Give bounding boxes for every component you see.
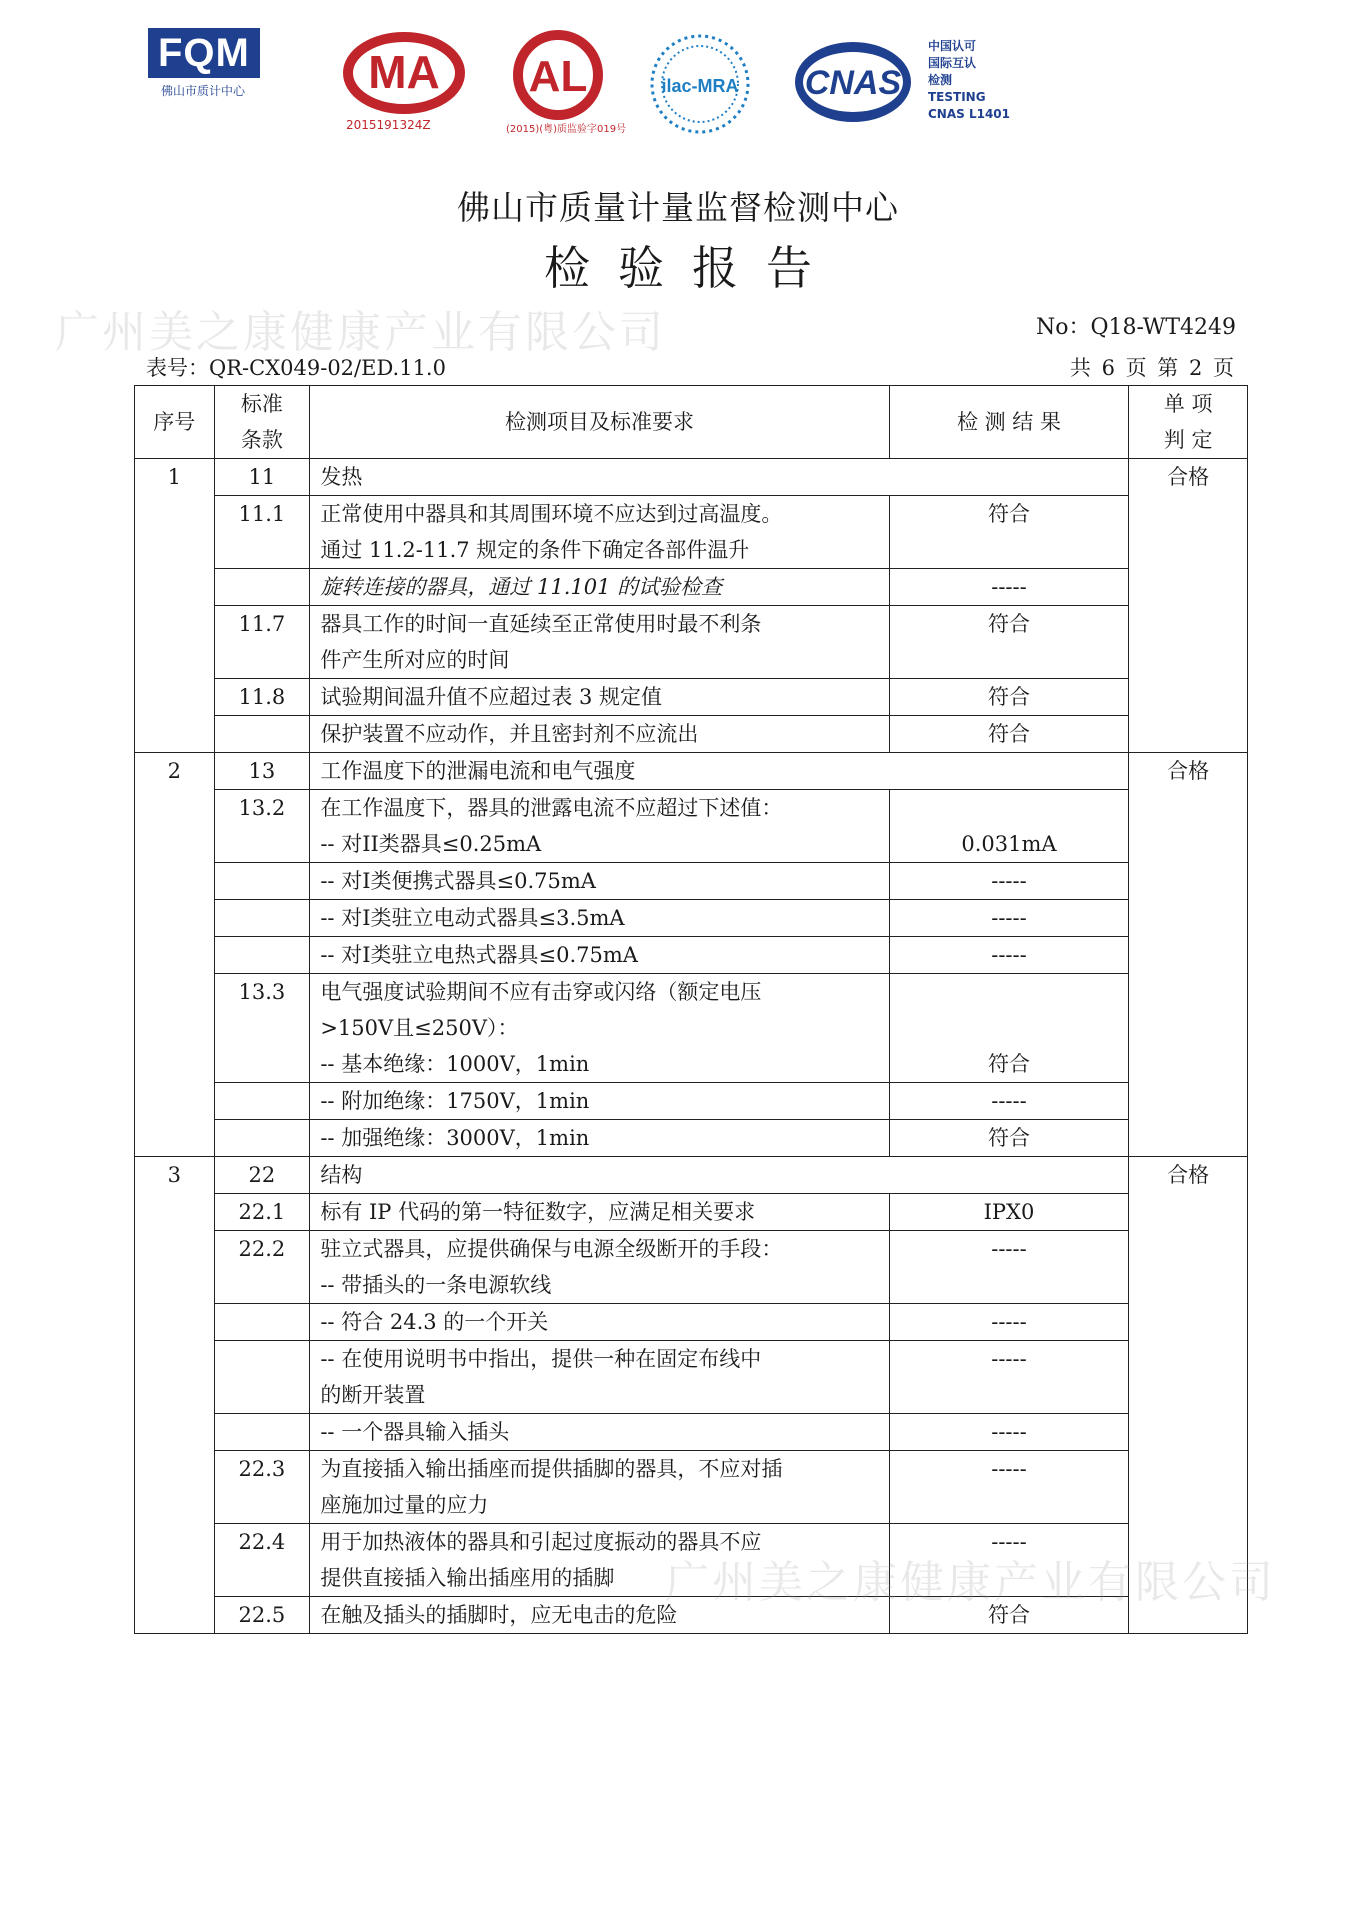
row-requirement — [310, 1231, 889, 1304]
row-result: ----- — [889, 1304, 1129, 1341]
table-row — [135, 900, 1248, 937]
table-row — [135, 1451, 1248, 1524]
section-seq: 3 — [135, 1157, 215, 1634]
section-seq: 1 — [135, 459, 215, 753]
row-clause: 11.8 — [214, 679, 310, 716]
table-row — [135, 863, 1248, 900]
row-result: 符合 — [889, 679, 1129, 716]
section-verdict: 合格 — [1129, 1157, 1248, 1634]
requirement-line: -- 对I类驻立电动式器具≤3.5mA — [320, 906, 625, 930]
cal-logo — [500, 30, 620, 130]
row-clause — [214, 1083, 310, 1120]
requirement-line: 用于加热液体的器具和引起过度振动的器具不应 — [320, 1530, 762, 1554]
row-result: ----- — [889, 863, 1129, 900]
requirement-line: 电气强度试验期间不应有击穿或闪络（额定电压 — [320, 980, 762, 1004]
row-clause — [214, 1120, 310, 1157]
row-result: ----- — [889, 1083, 1129, 1120]
requirement-line: >150V且≤250V）： — [320, 1016, 519, 1040]
requirement-line: -- 对I类便携式器具≤0.75mA — [320, 869, 596, 893]
row-requirement — [310, 1083, 889, 1120]
section-clause: 13 — [214, 753, 310, 790]
cnas-line: TESTING — [928, 90, 986, 104]
table-row — [135, 569, 1248, 606]
row-clause — [214, 1414, 310, 1451]
row-requirement — [310, 679, 889, 716]
table-row — [135, 937, 1248, 974]
row-clause — [214, 900, 310, 937]
section-row — [135, 1157, 1248, 1194]
requirement-line: 试验期间温升值不应超过表 3 规定值 — [320, 685, 663, 709]
header-verdict-line: 单 项 — [1163, 392, 1213, 416]
row-clause: 22.2 — [214, 1231, 310, 1304]
row-clause: 13.3 — [214, 974, 310, 1083]
section-verdict: 合格 — [1129, 459, 1248, 753]
row-requirement — [310, 716, 889, 753]
row-result: ----- — [889, 900, 1129, 937]
row-clause — [214, 569, 310, 606]
requirement-line: 件产生所对应的时间 — [320, 648, 510, 672]
table-row — [135, 1120, 1248, 1157]
row-requirement — [310, 496, 889, 569]
document-title: 检验报告 — [544, 241, 840, 295]
row-clause: 11.1 — [214, 496, 310, 569]
row-requirement — [310, 1194, 889, 1231]
row-requirement — [310, 606, 889, 679]
row-result: 符合 — [889, 1120, 1129, 1157]
cma-logo — [342, 30, 472, 130]
requirement-line: 驻立式器具，应提供确保与电源全级断开的手段： — [320, 1237, 783, 1261]
requirement-line: -- 一个器具输入插头 — [320, 1420, 510, 1444]
row-result: ----- — [889, 569, 1129, 606]
requirement-line: 在触及插头的插脚时，应无电击的危险 — [320, 1603, 678, 1627]
row-clause — [214, 1304, 310, 1341]
section-row — [135, 753, 1248, 790]
cnas-line: CNAS L1401 — [928, 107, 1011, 121]
cma-number: 2015191324Z — [346, 118, 431, 132]
row-result: 0.031mA — [889, 790, 1129, 863]
table-row — [135, 716, 1248, 753]
requirement-line: -- 对II类器具≤0.25mA — [320, 832, 542, 856]
row-result: 符合 — [889, 606, 1129, 679]
table-row — [135, 1194, 1248, 1231]
row-result: 符合 — [889, 974, 1129, 1083]
table-row — [135, 1341, 1248, 1414]
requirement-line: 为直接插入输出插座而提供插脚的器具，不应对插 — [320, 1457, 783, 1481]
cnas-caption — [928, 38, 1010, 123]
row-requirement — [310, 1414, 889, 1451]
row-requirement — [310, 937, 889, 974]
watermark: 广州美之康健康产业有限公司 — [665, 1557, 1276, 1608]
cnas-line: 国际互认 — [928, 56, 977, 70]
row-requirement — [310, 1120, 889, 1157]
row-result: 符合 — [889, 716, 1129, 753]
row-result: 符合 — [889, 1597, 1129, 1634]
section-row — [135, 459, 1248, 496]
table-row — [135, 679, 1248, 716]
report-number: No：Q18-WT4249 — [1035, 315, 1236, 340]
row-requirement — [310, 974, 889, 1083]
header-seq: 序号 — [135, 386, 215, 459]
cma-logo-text: MA — [368, 46, 440, 98]
header-result: 检 测 结 果 — [889, 386, 1129, 459]
row-result: IPX0 — [889, 1194, 1129, 1231]
table-row — [135, 1083, 1248, 1120]
header-verdict — [1129, 386, 1248, 459]
requirement-line: 旋转连接的器具，通过 11.101 的试验检查 — [320, 575, 723, 599]
table-row — [135, 606, 1248, 679]
header-clause-line: 标准 — [240, 392, 283, 416]
row-requirement — [310, 1451, 889, 1524]
requirement-line: -- 基本绝缘：1000V，1min — [320, 1052, 590, 1076]
logo-bar — [0, 0, 1356, 160]
section-verdict: 合格 — [1129, 753, 1248, 1157]
row-clause — [214, 716, 310, 753]
row-clause — [214, 863, 310, 900]
row-result: ----- — [889, 1414, 1129, 1451]
requirement-line: 正常使用中器具和其周围环境不应达到过高温度。 — [320, 502, 783, 526]
table-row — [135, 974, 1248, 1083]
requirement-line: 的断开装置 — [320, 1383, 426, 1407]
requirement-line: -- 加强绝缘：3000V，1min — [320, 1126, 590, 1150]
ilac-mra-logo — [645, 32, 755, 142]
row-requirement — [310, 569, 889, 606]
row-requirement — [310, 1304, 889, 1341]
table-body — [135, 459, 1248, 1634]
fqm-logo-text: FQM — [148, 28, 260, 78]
row-requirement — [310, 790, 889, 863]
row-requirement — [310, 1341, 889, 1414]
row-clause: 11.7 — [214, 606, 310, 679]
requirement-line: 保护装置不应动作，并且密封剂不应流出 — [320, 722, 699, 746]
row-requirement — [310, 863, 889, 900]
row-result: ----- — [889, 937, 1129, 974]
section-title: 工作温度下的泄漏电流和电气强度 — [310, 753, 1129, 790]
table-row — [135, 1414, 1248, 1451]
organization-name: 佛山市质量计量监督检测中心 — [457, 188, 899, 227]
inspection-table — [134, 385, 1248, 1634]
cnas-logo-text: CNAS — [804, 64, 902, 102]
section-title: 结构 — [310, 1157, 1129, 1194]
requirement-line: 器具工作的时间一直延续至正常使用时最不利条 — [320, 612, 762, 636]
section-title: 发热 — [310, 459, 1129, 496]
requirement-line: -- 对I类驻立电热式器具≤0.75mA — [320, 943, 638, 967]
row-clause: 22.5 — [214, 1597, 310, 1634]
table-row — [135, 790, 1248, 863]
row-clause: 22.4 — [214, 1524, 310, 1597]
fqm-logo — [148, 28, 258, 99]
row-result: ----- — [889, 1231, 1129, 1304]
row-requirement — [310, 900, 889, 937]
fqm-subtitle: 佛山市质计中心 — [160, 84, 245, 98]
watermark: 广州美之康健康产业有限公司 — [55, 307, 666, 358]
table-row — [135, 496, 1248, 569]
cnas-line: 中国认可 — [928, 39, 977, 53]
requirement-line: -- 附加绝缘：1750V，1min — [320, 1089, 590, 1113]
section-seq: 2 — [135, 753, 215, 1157]
section-clause: 22 — [214, 1157, 310, 1194]
requirement-line: 在工作温度下，器具的泄露电流不应超过下述值： — [320, 796, 783, 820]
row-clause: 22.1 — [214, 1194, 310, 1231]
form-number: 表号：QR-CX049-02/ED.11.0 — [146, 356, 446, 380]
header-clause-line: 条款 — [240, 428, 283, 452]
row-result: ----- — [889, 1524, 1129, 1597]
row-result: ----- — [889, 1341, 1129, 1414]
header-item: 检测项目及标准要求 — [310, 386, 889, 459]
header-verdict-line: 判 定 — [1163, 428, 1213, 452]
cnas-line: 检测 — [928, 73, 953, 87]
requirement-line: 提供直接插入输出插座用的插脚 — [320, 1566, 615, 1590]
requirement-line: -- 在使用说明书中指出，提供一种在固定布线中 — [320, 1347, 762, 1371]
requirement-line: -- 带插头的一条电源软线 — [320, 1273, 552, 1297]
requirement-line: -- 符合 24.3 的一个开关 — [320, 1310, 549, 1334]
page-info: 共 6 页 第 2 页 — [1069, 356, 1236, 380]
cal-logo-text: AL — [528, 52, 588, 101]
table-header-row — [135, 386, 1248, 459]
header-clause — [214, 386, 310, 459]
row-clause: 13.2 — [214, 790, 310, 863]
requirement-line: 座施加过量的应力 — [320, 1493, 489, 1517]
requirement-line: 通过 11.2-11.7 规定的条件下确定各部件温升 — [320, 538, 750, 562]
ilac-logo-text: ilac-MRA — [661, 76, 739, 96]
row-clause: 22.3 — [214, 1451, 310, 1524]
cnas-logo — [790, 36, 920, 132]
requirement-line: 标有 IP 代码的第一特征数字，应满足相关要求 — [320, 1200, 756, 1224]
cal-number: (2015)(粤)质监验字019号 — [506, 124, 627, 135]
table-row — [135, 1304, 1248, 1341]
row-result: ----- — [889, 1451, 1129, 1524]
table-row — [135, 1231, 1248, 1304]
row-clause — [214, 1341, 310, 1414]
section-clause: 11 — [214, 459, 310, 496]
row-clause — [214, 937, 310, 974]
row-result: 符合 — [889, 496, 1129, 569]
